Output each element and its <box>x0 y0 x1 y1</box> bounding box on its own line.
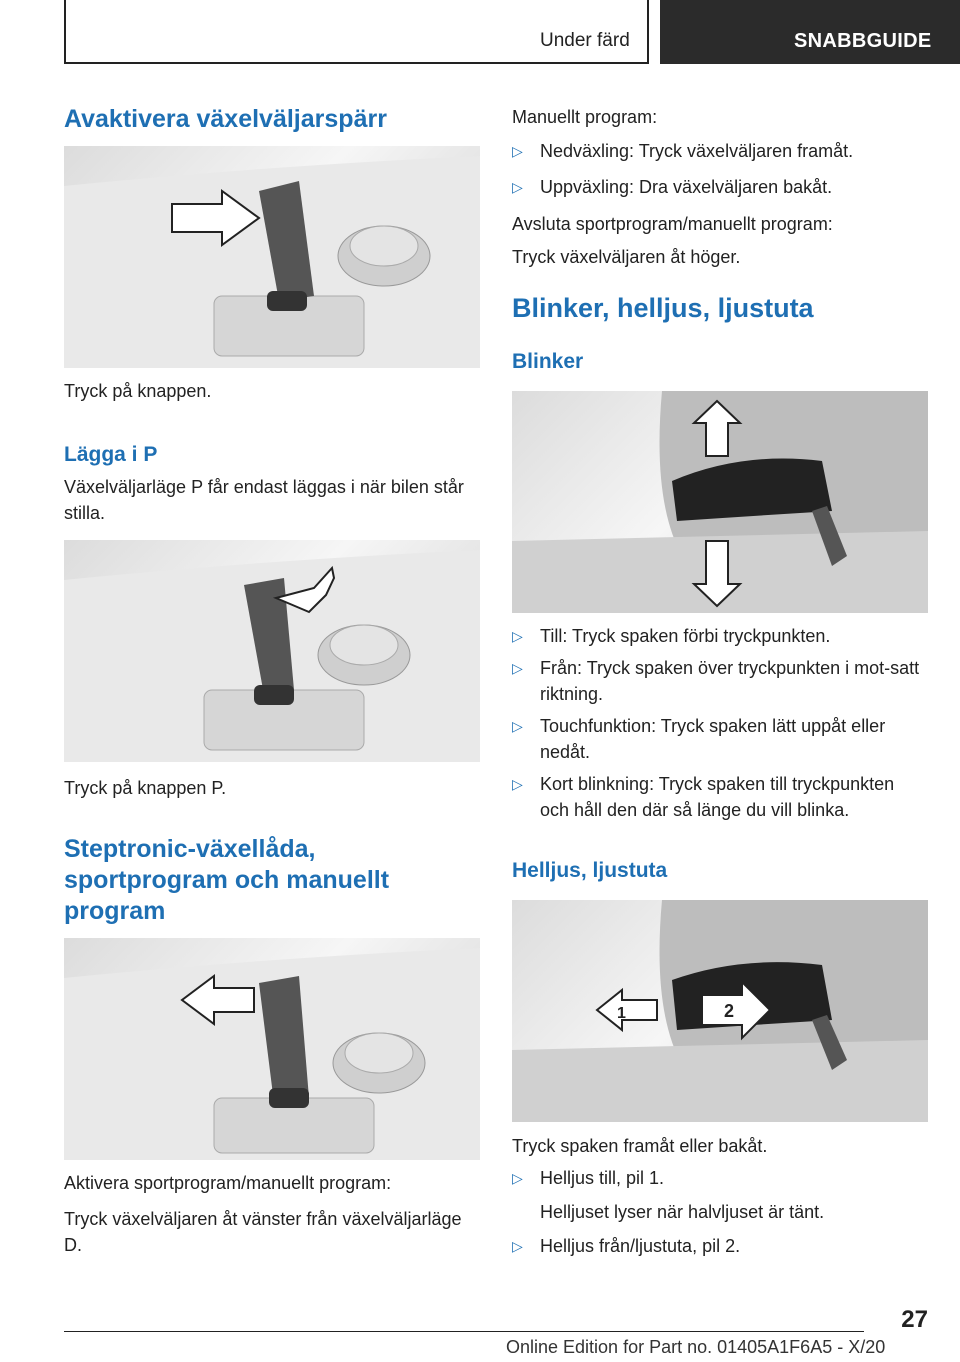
list-item: ▷ Till: Tryck spaken förbi tryckpunkten. <box>512 623 928 649</box>
triangle-bullet-icon: ▷ <box>512 179 523 195</box>
footer-divider <box>64 1331 864 1332</box>
text-sport-1: Aktivera sportprogram/manuellt program: <box>64 1173 392 1193</box>
image-turn-signal-lever <box>512 391 928 613</box>
figure-label-1: 1 <box>617 1005 626 1022</box>
image-highbeam-lever <box>512 900 928 1122</box>
triangle-bullet-icon: ▷ <box>512 1238 523 1254</box>
heading-blinker: Blinker <box>512 350 584 373</box>
list-item: ▷ Nedväxling: Tryck växelväljaren framåt. <box>512 138 928 164</box>
list-blinker <box>512 623 928 823</box>
text-end-2: Tryck växelväljaren åt höger. <box>512 247 741 267</box>
triangle-bullet-icon: ▷ <box>512 660 523 676</box>
figure-label-2: 2 <box>724 1001 735 1021</box>
text-park: Tryck på knappen P. <box>64 778 227 798</box>
list-item: ▷ Uppväxling: Dra växelväljaren bakåt. <box>512 174 928 200</box>
text-manual: Manuellt program: <box>512 107 658 127</box>
page-number: 27 <box>901 1306 928 1333</box>
list-item: ▷ Från: Tryck spaken över tryckpunkten i mot-satt riktning. <box>512 655 928 707</box>
text-end-1: Avsluta sportprogram/manuellt program: <box>512 214 833 234</box>
text-unlock: Tryck på knappen. <box>64 381 212 401</box>
list-item: ▷ Touchfunktion: Tryck spaken lätt uppåt eller nedåt. <box>512 713 928 765</box>
text-park-intro: Växelväljarläge P får endast läggas i när bilen står stilla. <box>64 477 464 523</box>
list-item-note: Helljuset lyser när halvljuset är tänt. <box>540 1202 825 1222</box>
image-gear-selector-sport <box>64 938 480 1160</box>
footer-edition: Online Edition for Part no. 01405A1F6A5 - X/20 <box>506 1337 886 1357</box>
header-section-title: Under färd <box>540 30 630 51</box>
image-gear-selector-park <box>64 540 480 762</box>
heading-unlock: Avaktivera växelväljarspärr <box>64 105 387 133</box>
image-gear-selector-unlock <box>64 146 480 368</box>
list-highbeam <box>512 1165 928 1259</box>
triangle-bullet-icon: ▷ <box>512 776 523 792</box>
heading-park: Lägga i P <box>64 443 158 466</box>
triangle-bullet-icon: ▷ <box>512 1170 523 1186</box>
list-item: ▷ Helljus till, pil 1. <box>512 1165 928 1191</box>
list-item: ▷ Kort blinkning: Tryck spaken till tryckpunkten och håll den där så länge du vill blinka. <box>512 771 928 823</box>
heading-lights: Blinker, helljus, ljustuta <box>512 293 814 323</box>
triangle-bullet-icon: ▷ <box>512 143 523 159</box>
list-item: ▷ Helljus från/ljustuta, pil 2. <box>512 1233 928 1259</box>
text-sport-2: Tryck växelväljaren åt vänster från växelväljarläge D. <box>64 1209 462 1255</box>
heading-highbeam: Helljus, ljustuta <box>512 859 668 882</box>
list-manual <box>512 138 928 200</box>
triangle-bullet-icon: ▷ <box>512 718 523 734</box>
header-tab-snabbguide: SNABBGUIDE <box>660 0 960 64</box>
triangle-bullet-icon: ▷ <box>512 628 523 644</box>
text-highbeam: Tryck spaken framåt eller bakåt. <box>512 1136 768 1156</box>
heading-steptronic: Steptronic-växellåda, sportprogram och manuellt program <box>64 835 390 925</box>
